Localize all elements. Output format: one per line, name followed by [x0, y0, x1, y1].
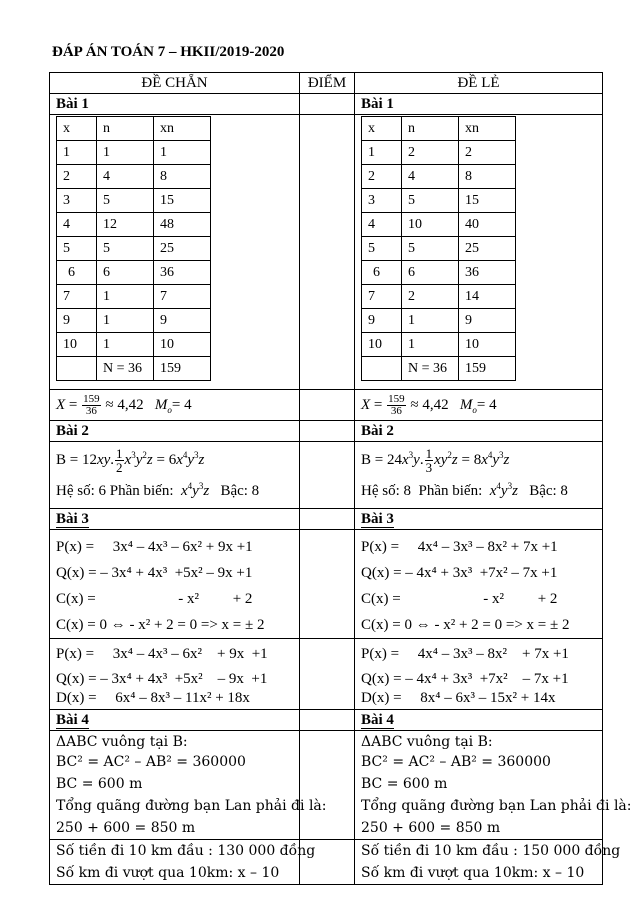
table-cell: 1	[402, 333, 459, 357]
header-even: ĐỀ CHẴN	[50, 73, 300, 94]
table-cell: 12	[97, 213, 154, 237]
table-header-row	[57, 117, 211, 141]
bai3-label-row	[50, 509, 603, 530]
bai2-even: B = 12xy. $\frac{1}{2}$ $x^3y^2z = 6x^4y^3z$ Hệ số: 6 Phần biến: $x^4y^3z$ Bậc: 8	[50, 442, 300, 509]
table-cell: 25	[459, 237, 516, 261]
table-cell: 5	[97, 189, 154, 213]
bai1-label-odd: Bài 1	[355, 94, 603, 115]
table-row	[57, 141, 211, 165]
table-cell: 3	[362, 189, 402, 213]
table-row	[362, 189, 516, 213]
table-row	[362, 333, 516, 357]
table-cell: 1	[97, 333, 154, 357]
table-row	[57, 309, 211, 333]
bai3-row-b	[50, 639, 603, 710]
frequency-table-odd	[361, 116, 516, 381]
table-cell: 15	[154, 189, 211, 213]
answer-table	[49, 72, 632, 885]
table-cell: 25	[154, 237, 211, 261]
table-header-row	[362, 117, 516, 141]
table-cell: 7	[154, 285, 211, 309]
table-cell: 3	[57, 189, 97, 213]
bai2-label-row	[50, 421, 603, 442]
mean-even: X = $\frac{159}{36}$ ≈ 4,42 $M_o= 4$	[50, 390, 300, 421]
bai3-odd-a: P(x) = 4x⁴ – 3x³ – 8x² + 7x +1 Q(x) = – 4x⁴ + 3x³ +7x² – 7x +1 C(x) = - x² + 2 C(x) = 0 ⇔ - x² + 2 = 0 => x = ± 2	[355, 530, 603, 639]
table-row	[57, 261, 211, 285]
table-cell: 36	[154, 261, 211, 285]
table-cell: 10	[402, 213, 459, 237]
bai4-row-b	[50, 840, 603, 885]
table-cell: 8	[154, 165, 211, 189]
table-cell: 159	[154, 357, 211, 381]
bai4-even-a: ΔABC vuông tại B: BC² = AC² – AB² = 360000 BC = 600 m Tổng quãng đường bạn Lan phải đi là: 250 + 600 = 850 m	[50, 731, 300, 840]
table-cell: 5	[362, 237, 402, 261]
table-cell: 1	[97, 309, 154, 333]
table-cell: 9	[154, 309, 211, 333]
table-row	[57, 237, 211, 261]
bai3-odd-b: P(x) = 4x⁴ – 3x³ – 8x² + 7x +1 Q(x) = – 4x⁴ + 3x³ +7x² – 7x +1 D(x) = 8x⁴ – 6x³ – 15x² + 14x	[355, 639, 603, 710]
table-cell: 5	[402, 237, 459, 261]
table-cell: 2	[459, 141, 516, 165]
bai1-label-even: Bài 1	[50, 94, 300, 115]
table-cell: 7	[362, 285, 402, 309]
bai4-row-a	[50, 731, 603, 840]
table-row	[57, 333, 211, 357]
header-row	[50, 73, 603, 94]
bai3-even-a: P(x) = 3x⁴ – 4x³ – 6x² + 9x +1 Q(x) = – 3x⁴ + 4x³ +5x² – 9x +1 C(x) = - x² + 2 C(x) = 0 ⇔ - x² + 2 = 0 => x = ± 2	[50, 530, 300, 639]
table-row	[57, 213, 211, 237]
table-cell: 15	[459, 189, 516, 213]
table-row	[362, 141, 516, 165]
column-header: x	[362, 117, 402, 141]
table-cell: 159	[459, 357, 516, 381]
table-cell: 6	[57, 261, 97, 285]
table-cell	[57, 357, 97, 381]
column-header: xn	[459, 117, 516, 141]
column-header: n	[97, 117, 154, 141]
table-cell: 9	[57, 309, 97, 333]
table-cell: 1	[97, 285, 154, 309]
table-row	[362, 237, 516, 261]
table-row	[362, 357, 516, 381]
table-cell: 2	[57, 165, 97, 189]
answer-table-wrapper	[49, 72, 632, 885]
bai4-label-even: Bài 4	[50, 710, 300, 731]
table-cell: 4	[362, 213, 402, 237]
table-cell: 1	[362, 141, 402, 165]
table-cell: 4	[57, 213, 97, 237]
bai2-odd: $B = 24x^3y$. $\frac{1}{3}$ $xy^2z = 8x^4y^3z$ Hệ số: 8 Phần biến: $x^4y^3z$ Bậc: 8	[355, 442, 603, 509]
bai4-label-row	[50, 710, 603, 731]
table-cell: 5	[97, 237, 154, 261]
table-cell: 6	[402, 261, 459, 285]
table-row	[57, 165, 211, 189]
table-cell: 1	[97, 141, 154, 165]
mean-row	[50, 390, 603, 421]
mean-odd: X = $\frac{159}{36}$ ≈ 4,42 $M_o= 4$	[355, 390, 603, 421]
header-score: ĐIỂM	[300, 73, 355, 94]
bai1-table-row	[50, 115, 603, 390]
table-row	[57, 189, 211, 213]
table-cell: 10	[57, 333, 97, 357]
table-row	[362, 309, 516, 333]
bai3-row-a	[50, 530, 603, 639]
header-odd: ĐỀ LẺ	[355, 73, 603, 94]
table-cell: 10	[154, 333, 211, 357]
table-row	[362, 261, 516, 285]
table-cell: 40	[459, 213, 516, 237]
bai1-label-row	[50, 94, 603, 115]
table-cell: 5	[57, 237, 97, 261]
table-cell: 2	[402, 141, 459, 165]
bai2-label-even: Bài 2	[50, 421, 300, 442]
table-cell: 9	[362, 309, 402, 333]
bai4-odd-a: ΔABC vuông tại B: BC² = AC² – AB² = 360000 BC = 600 m Tổng quãng đường bạn Lan phải đi là: 250 + 600 = 850 m	[355, 731, 603, 840]
table-row	[362, 285, 516, 309]
table-row	[362, 213, 516, 237]
column-header: n	[402, 117, 459, 141]
table-cell: 1	[57, 141, 97, 165]
bai1-odd-cell	[355, 115, 603, 390]
bai3-label-odd: Bài 3	[355, 509, 603, 530]
table-row	[57, 285, 211, 309]
table-row	[362, 165, 516, 189]
column-header: xn	[154, 117, 211, 141]
frequency-table-even	[56, 116, 211, 381]
table-cell: 2	[402, 285, 459, 309]
table-cell: 36	[459, 261, 516, 285]
bai2-row	[50, 442, 603, 509]
table-cell: 10	[362, 333, 402, 357]
table-cell: 2	[362, 165, 402, 189]
page-title: ĐÁP ÁN TOÁN 7 – HKII/2019-2020	[52, 44, 285, 60]
bai3-even-b: P(x) = 3x⁴ – 4x³ – 6x² + 9x +1 Q(x) = – 3x⁴ + 4x³ +5x² – 9x +1 D(x) = 6x⁴ – 8x³ – 11x² + 18x	[50, 639, 300, 710]
table-cell: 4	[402, 165, 459, 189]
table-row	[57, 357, 211, 381]
bai2-label-odd: Bài 2	[355, 421, 603, 442]
table-cell: 7	[57, 285, 97, 309]
table-cell: 1	[154, 141, 211, 165]
bai4-label-odd: Bài 4	[355, 710, 603, 731]
table-cell: 14	[459, 285, 516, 309]
column-header: x	[57, 117, 97, 141]
table-cell: 6	[362, 261, 402, 285]
table-cell: N = 36	[97, 357, 154, 381]
table-cell: 1	[402, 309, 459, 333]
table-cell: 5	[402, 189, 459, 213]
bai4-even-b: Số tiền đi 10 km đầu : 130 000 đồng Số km đi vượt qua 10km: x – 10	[50, 840, 300, 885]
table-cell	[362, 357, 402, 381]
bai1-even-cell	[50, 115, 300, 390]
table-cell: 48	[154, 213, 211, 237]
bai3-label-even: Bài 3	[50, 509, 300, 530]
table-cell: N = 36	[402, 357, 459, 381]
bai4-odd-b: Số tiền đi 10 km đầu : 150 000 đồng Số km đi vượt qua 10km: x – 10	[355, 840, 603, 885]
table-cell: 4	[97, 165, 154, 189]
table-cell: 6	[97, 261, 154, 285]
table-cell: 8	[459, 165, 516, 189]
table-cell: 9	[459, 309, 516, 333]
table-cell: 10	[459, 333, 516, 357]
